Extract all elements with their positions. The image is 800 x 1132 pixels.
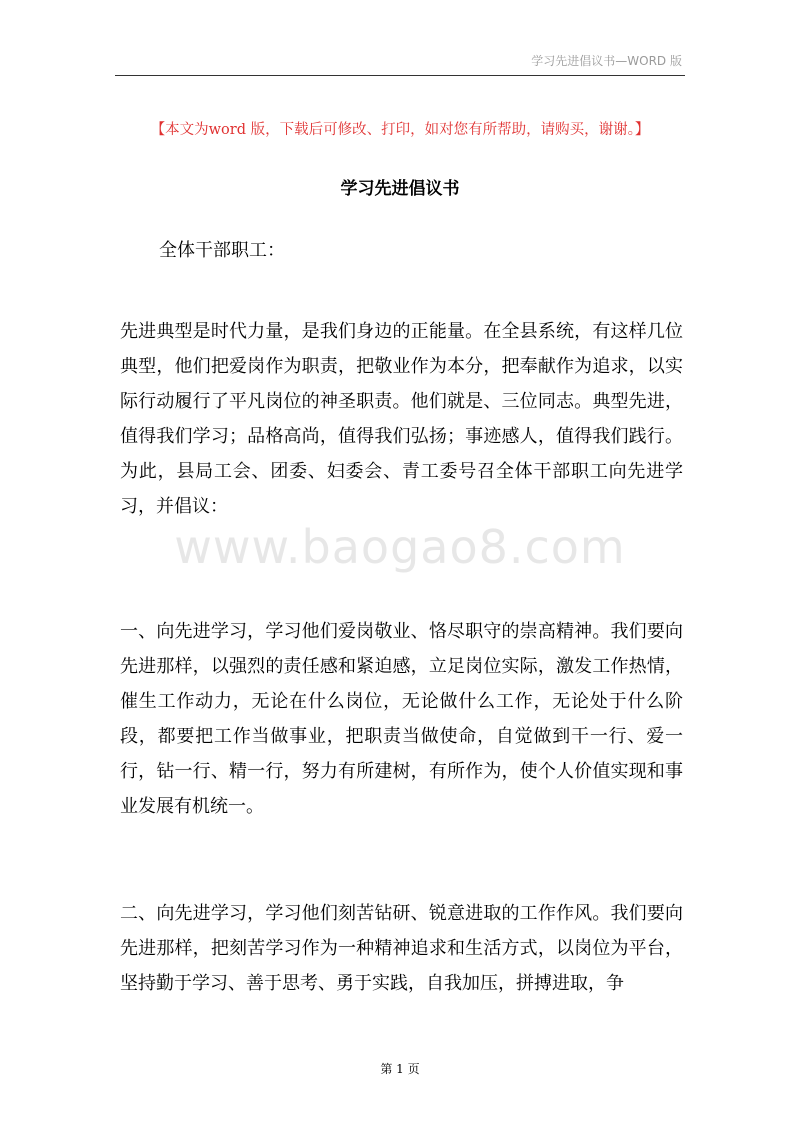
- salutation: 全体干部职工：: [159, 240, 285, 261]
- download-notice: 【本文为word 版，下载后可修改、打印，如对您有所帮助，请购买，谢谢。】: [150, 122, 650, 138]
- header-divider: [115, 75, 685, 76]
- page-number: 第 1 页: [380, 1062, 420, 1076]
- document-title: 学习先进倡议书: [340, 179, 460, 199]
- body-paragraph-3: 二、向先进学习，学习他们刻苦钻研、锐意进取的工作作风。我们要向先进那样，把刻苦学习作为一种精神追求和生活方式，以岗位为平台，坚持勤于学习、善于思考、勇于实践，自我加压，拼搏进取，争: [120, 903, 683, 994]
- header-title: 学习先进倡议书—WORD 版: [531, 54, 682, 68]
- body-paragraph-2: 一、向先进学习，学习他们爱岗敬业、恪尽职守的崇高精神。我们要向先进那样，以强烈的责任感和紧迫感，立足岗位实际，激发工作热情，催生工作动力，无论在什么岗位，无论做什么工作，无论处于什么阶段，都要把工作当做事业，把职责当做使命，自觉做到干一行、爱一行，钻一行、精一行，努力有所建树，有所作为，使个人价值实现和事业发展有机统一。: [120, 621, 683, 817]
- body-paragraph-1: 先进典型是时代力量，是我们身边的正能量。在全县系统，有这样几位典型，他们把爱岗作为职责，把敬业作为本分，把奉献作为追求，以实际行动履行了平凡岗位的神圣职责。他们就是、三位同志。典型先进，值得我们学习；品格高尚，值得我们弘扬；事迹感人，值得我们践行。为此，县局工会、团委、妇委会、青工委号召全体干部职工向先进学习，并倡议：: [120, 321, 683, 517]
- watermark: www.baogao8.com: [174, 520, 626, 574]
